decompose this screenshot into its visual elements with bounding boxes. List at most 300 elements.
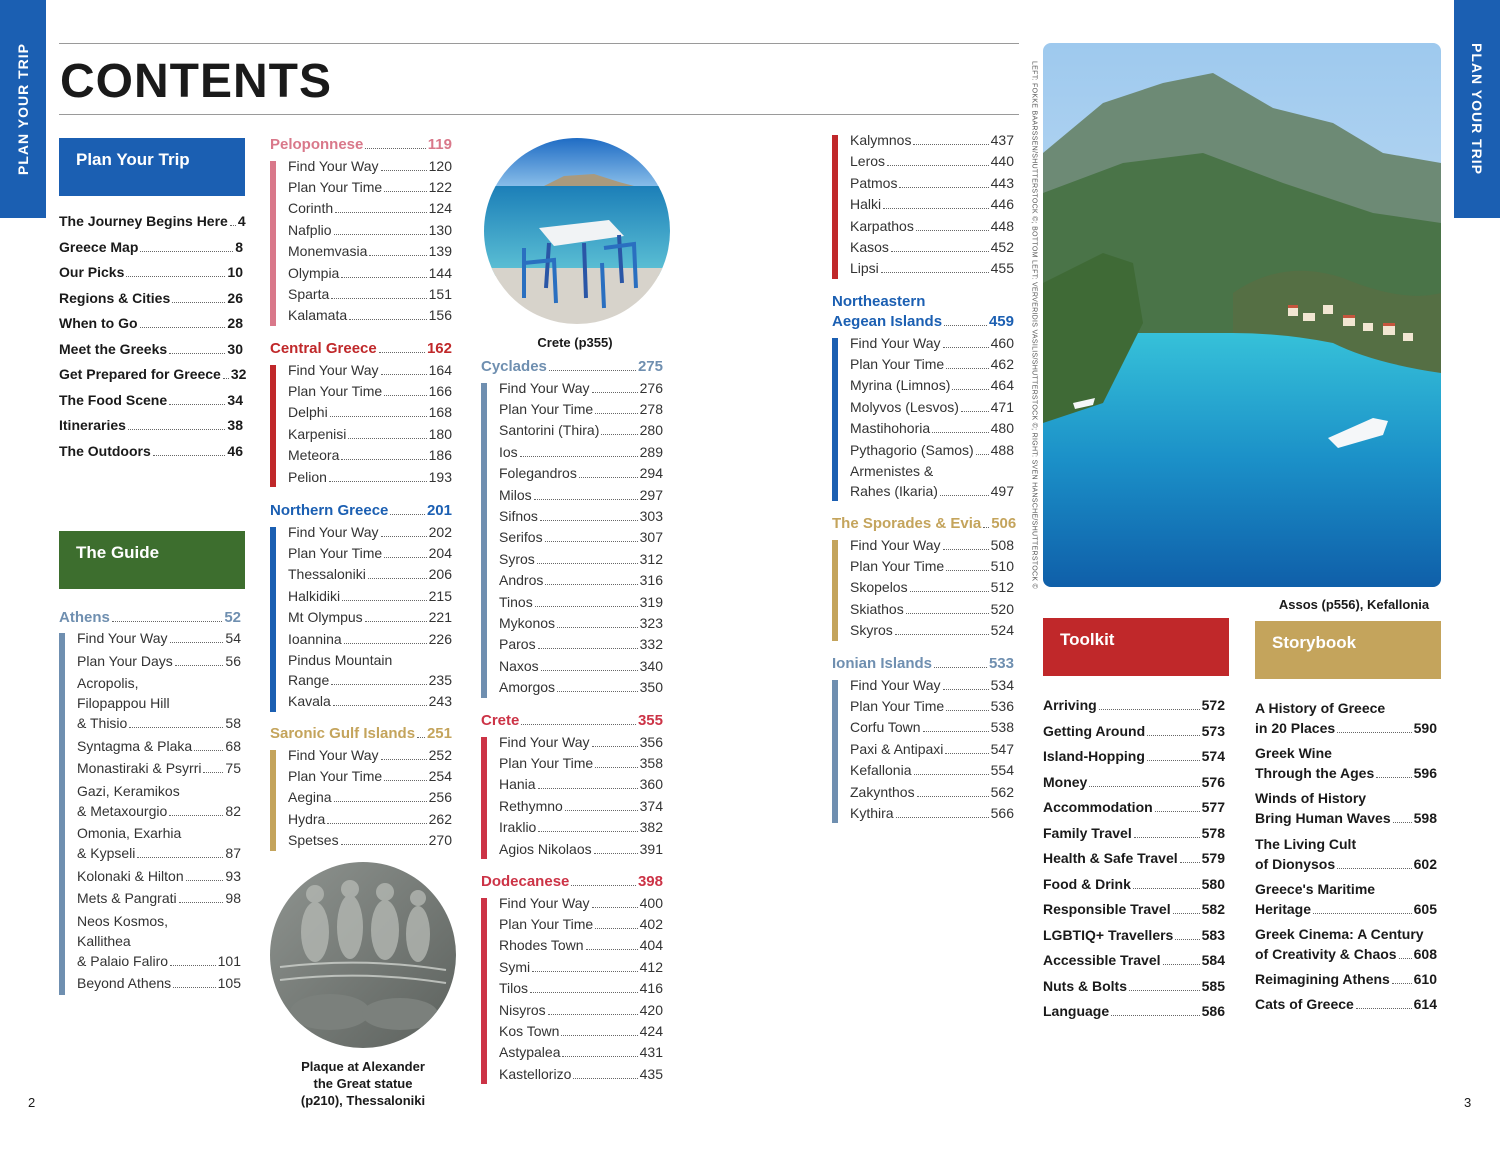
section-entry[interactable] (850, 442, 1014, 462)
toc-entry-label: Plan Your Time (288, 178, 383, 195)
dot-leader (946, 368, 988, 369)
toc-entry-label: Skyros (850, 622, 893, 639)
athens-entry[interactable] (77, 953, 241, 973)
section-entry[interactable] (850, 260, 1014, 280)
toc-entry-label: Beyond Athens (77, 975, 172, 991)
toc-entry-page: 566 (990, 804, 1014, 821)
section-color-bar (270, 527, 276, 712)
section-entry[interactable] (499, 734, 663, 754)
toc-entry-label: Greece Map (59, 238, 139, 255)
section-entry[interactable] (288, 609, 452, 629)
toc-entry-label: Central Greece (270, 340, 377, 357)
storybook-entry[interactable] (1255, 765, 1437, 785)
dot-leader (946, 710, 988, 711)
toc-entry-label: Food & Drink (1043, 875, 1131, 892)
guide-box-label: The Guide (76, 543, 160, 562)
toc-entry-page: 98 (225, 890, 241, 906)
toc-entry-label: Find Your Way (850, 334, 941, 351)
side-tab-label: PLAN YOUR TRIP (15, 43, 31, 175)
athens-entry[interactable] (77, 845, 241, 865)
toc-entry-page: 303 (639, 507, 663, 524)
section-entry[interactable] (499, 636, 663, 656)
dot-leader (381, 536, 427, 537)
toolkit-entry[interactable] (1043, 825, 1225, 845)
section-entry[interactable] (499, 444, 663, 464)
dot-leader (521, 724, 636, 725)
toc-entry-label: Sifnos (499, 507, 538, 524)
toc-entry-label: Aegean Islands (832, 313, 943, 330)
toc-entry-page: 340 (639, 657, 663, 674)
dot-leader (545, 584, 637, 585)
dot-leader (1180, 862, 1200, 863)
dot-leader (1393, 822, 1412, 823)
toc-entry-label: Saronic Gulf Islands (270, 725, 416, 742)
dot-leader (1089, 786, 1199, 787)
storybook-entry[interactable] (1255, 810, 1437, 830)
section-entry[interactable] (288, 265, 452, 285)
storybook-entry[interactable] (1255, 971, 1437, 991)
section-entry[interactable] (288, 631, 452, 651)
section-entry[interactable] (850, 218, 1014, 238)
toc-entry-label: Nuts & Bolts (1043, 977, 1127, 994)
section-entry[interactable] (499, 401, 663, 421)
toc-entry-page: 576 (1201, 773, 1225, 790)
toc-entry-label: Kalamata (288, 307, 348, 324)
toc-entry-label: Folegandros (499, 465, 577, 482)
toolkit-entry[interactable] (1043, 927, 1225, 947)
toc-entry-page: 119 (427, 136, 452, 153)
toc-entry-label: & Kypseli (77, 845, 136, 861)
dot-leader (534, 499, 638, 500)
toc-entry-label: Plan Your Time (288, 544, 383, 561)
section-title[interactable] (481, 873, 663, 893)
section-entry[interactable] (288, 362, 452, 382)
section-entry[interactable] (850, 420, 1014, 440)
toc-entry-label: Bring Human Waves (1255, 810, 1391, 827)
section-entry[interactable] (499, 658, 663, 678)
section-entry[interactable] (499, 916, 663, 936)
toc-entry-page: 307 (639, 529, 663, 546)
section-entry[interactable] (850, 579, 1014, 599)
section-title[interactable] (270, 340, 452, 360)
toc-entry-label: Omonia, Exarhia (77, 825, 182, 841)
toc-entry-label: Skopelos (850, 579, 908, 596)
section-entry[interactable] (850, 483, 1014, 503)
athens-entry[interactable] (77, 803, 241, 823)
section-title[interactable] (270, 136, 452, 156)
section-entry[interactable] (499, 937, 663, 957)
section-entry[interactable] (850, 377, 1014, 397)
toc-entry-page: 460 (990, 334, 1014, 351)
section-entry[interactable] (499, 841, 663, 861)
toolkit-box[interactable] (1043, 618, 1229, 676)
section-entry[interactable] (499, 487, 663, 507)
section-entry[interactable] (288, 672, 452, 692)
section-entry[interactable] (499, 1002, 663, 1022)
athens-entry[interactable] (77, 890, 241, 910)
toc-entry-label: Kallithea (77, 932, 131, 949)
photo-plaque-relief (270, 862, 456, 1048)
plan-entry[interactable] (59, 366, 247, 386)
toc-entry-page: 536 (990, 697, 1014, 714)
section-entry[interactable] (499, 551, 663, 571)
section-entry[interactable] (499, 615, 663, 635)
dot-leader (331, 298, 426, 299)
section-athens[interactable] (59, 609, 241, 629)
toc-entry-page: 243 (428, 693, 452, 710)
section-color-bar (832, 680, 838, 824)
toc-entry-page: 582 (1201, 901, 1225, 917)
toc-entry-label: Greek Cinema: A Century (1255, 926, 1424, 942)
dot-leader (917, 796, 989, 797)
section-entry[interactable] (288, 545, 452, 565)
toc-entry-page: 488 (990, 441, 1014, 458)
section-entry[interactable] (499, 594, 663, 614)
toc-entry-page: 32 (230, 366, 247, 382)
section-entry[interactable] (850, 537, 1014, 557)
section-entry[interactable] (850, 356, 1014, 376)
toolkit-box-label: Toolkit (1060, 630, 1115, 649)
toc-entry-page: 319 (639, 593, 663, 610)
dot-leader (331, 684, 426, 685)
dot-leader (952, 389, 988, 390)
dot-leader (579, 477, 638, 478)
section-entry[interactable] (850, 698, 1014, 718)
toolkit-entry[interactable] (1043, 901, 1225, 921)
section-entry[interactable] (288, 179, 452, 199)
dot-leader (1376, 777, 1411, 778)
toolkit-entry[interactable] (1043, 774, 1225, 794)
section-entry[interactable] (288, 158, 452, 178)
plan-entry[interactable] (59, 290, 243, 310)
toc-entry-label: Plan Your Time (288, 382, 383, 399)
section-entry[interactable] (499, 380, 663, 400)
athens-entry[interactable] (77, 630, 241, 650)
section-entry[interactable] (499, 465, 663, 485)
section-title[interactable] (832, 655, 1014, 675)
plan-entry[interactable] (59, 417, 243, 437)
section-entry[interactable] (499, 572, 663, 592)
athens-entry[interactable] (77, 975, 241, 995)
section-entry[interactable] (288, 768, 452, 788)
toc-entry-page: 82 (225, 802, 241, 819)
toc-entry-page: 424 (639, 1022, 663, 1039)
dot-leader (548, 1014, 638, 1015)
dot-leader (334, 234, 427, 235)
toc-entry-page: 512 (990, 579, 1014, 596)
section-entry[interactable] (288, 307, 452, 327)
toc-entry-page: 201 (426, 502, 452, 519)
toc-entry-label: Nafplio (288, 221, 332, 238)
toc-entry-label: Agios Nikolaos (499, 840, 592, 857)
section-entry[interactable] (499, 422, 663, 442)
toolkit-entry[interactable] (1043, 723, 1225, 743)
dot-leader (545, 541, 638, 542)
section-entry[interactable] (499, 1044, 663, 1064)
section-entry[interactable] (850, 601, 1014, 621)
toc-entry-page: 180 (428, 425, 452, 442)
section-title[interactable] (832, 313, 1014, 333)
toc-entry-label: Kefallonia (850, 762, 912, 779)
section-entry[interactable] (499, 1066, 663, 1086)
dot-leader (595, 767, 637, 768)
plan-entry[interactable] (59, 315, 243, 335)
section-color-bar (270, 365, 276, 487)
toc-entry-page: 262 (428, 810, 452, 827)
toc-entry-page: 446 (990, 196, 1014, 213)
section-entry[interactable] (850, 762, 1014, 782)
toc-entry-label: Sparta (288, 285, 330, 302)
plan-entry[interactable] (59, 264, 243, 284)
toolkit-entry[interactable] (1043, 850, 1225, 870)
page-number-right: 3 (1464, 1095, 1472, 1110)
toc-entry-label: Paxi & Antipaxi (850, 740, 944, 757)
section-entry[interactable] (499, 529, 663, 549)
dot-leader (128, 429, 225, 430)
toc-entry-label: Rethymno (499, 797, 563, 814)
section-title[interactable] (832, 515, 1017, 535)
toolkit-entry[interactable] (1043, 799, 1225, 819)
dot-leader (943, 347, 989, 348)
toc-entry-page: 120 (428, 157, 452, 174)
section-entry[interactable] (288, 426, 452, 446)
dot-leader (1392, 983, 1412, 984)
dot-leader (129, 727, 223, 728)
toc-entry-label: Rhodes Town (499, 937, 584, 954)
top-rule (59, 43, 1019, 44)
section-entry[interactable] (499, 819, 663, 839)
dot-leader (1356, 1008, 1412, 1009)
storybook-entry[interactable] (1255, 856, 1437, 876)
toc-entry-page: 166 (428, 382, 452, 399)
toc-entry-label: Filopappou Hill (77, 695, 170, 711)
plan-your-trip-box[interactable] (59, 138, 245, 196)
dot-leader (341, 459, 426, 460)
toc-entry-label: Lipsi (850, 260, 879, 277)
section-entry[interactable] (288, 811, 452, 831)
toc-entry-page: 572 (1201, 697, 1225, 713)
toc-entry-page: 608 (1413, 946, 1437, 962)
section-entry[interactable] (850, 153, 1014, 173)
toc-entry-label: Money (1043, 773, 1088, 790)
toc-entry-page: 54 (225, 630, 241, 646)
storybook-entry[interactable] (1255, 901, 1437, 921)
section-entry[interactable] (499, 980, 663, 1000)
dot-leader (946, 570, 988, 571)
toc-entry-label: Halki (850, 196, 882, 213)
section-title[interactable] (270, 502, 452, 522)
toolkit-entry[interactable] (1043, 876, 1225, 896)
toolkit-entry[interactable] (1043, 1003, 1225, 1023)
athens-entry[interactable] (77, 868, 241, 888)
athens-entry[interactable] (77, 738, 241, 758)
toc-entry-label: Acropolis, (77, 675, 139, 691)
section-title[interactable] (481, 712, 663, 732)
toc-entry-page: 506 (991, 515, 1017, 532)
toc-entry-page: 26 (227, 289, 243, 306)
the-guide-box[interactable] (59, 531, 245, 589)
dot-leader (592, 746, 638, 747)
toc-entry-page: 294 (639, 465, 663, 482)
dot-leader (169, 815, 223, 816)
section-entry[interactable] (850, 719, 1014, 739)
section-entry[interactable] (288, 524, 452, 544)
section-entry[interactable] (850, 677, 1014, 697)
toc-entry-label: Getting Around (1043, 722, 1146, 739)
dot-leader (379, 352, 425, 353)
plan-entry[interactable] (59, 239, 243, 259)
toc-entry-page: 524 (990, 622, 1014, 639)
toc-entry-label: Kos Town (499, 1022, 560, 1039)
dot-leader (1175, 939, 1199, 940)
plan-entry[interactable] (59, 341, 243, 361)
toc-entry-page: 400 (639, 894, 663, 911)
athens-entry[interactable] (77, 760, 241, 780)
toc-entry-label: Meteora (288, 447, 340, 464)
section-color-bar (481, 898, 487, 1085)
athens-entry[interactable] (77, 653, 241, 673)
toc-entry-label: Pindus Mountain (288, 651, 393, 668)
dot-leader (140, 327, 226, 328)
toc-entry-label: Family Travel (1043, 824, 1132, 841)
toc-entry-label: Plan Your Days (77, 652, 173, 669)
dot-leader (384, 191, 426, 192)
toc-entry-label: Rahes (Ikaria) (850, 482, 938, 499)
toc-entry-page: 235 (428, 671, 452, 688)
section-entry[interactable] (499, 895, 663, 915)
toc-entry-page: 297 (639, 486, 663, 503)
section-entry[interactable] (288, 588, 452, 608)
dot-leader (348, 438, 426, 439)
section-entry[interactable] (499, 798, 663, 818)
toc-entry-label: Kasos (850, 239, 889, 255)
section-entry[interactable] (850, 741, 1014, 761)
dot-leader (172, 302, 225, 303)
plan-entry[interactable] (59, 443, 243, 463)
section-entry[interactable] (288, 404, 452, 424)
section-title[interactable] (481, 358, 663, 378)
section-entry[interactable] (850, 132, 1014, 152)
toc-entry-label: Our Picks (59, 264, 125, 280)
dot-leader (153, 455, 226, 456)
toolkit-entry[interactable] (1043, 952, 1225, 972)
toc-entry-page: 412 (639, 958, 663, 975)
section-entry[interactable] (850, 399, 1014, 419)
toc-entry-label: Myrina (Limnos) (850, 377, 951, 394)
section-entry[interactable] (850, 239, 1014, 259)
section-entry[interactable] (288, 447, 452, 467)
section-entry[interactable] (850, 175, 1014, 195)
dot-leader (541, 670, 638, 671)
storybook-entry[interactable] (1255, 720, 1437, 740)
dot-leader (369, 255, 426, 256)
section-entry[interactable] (499, 959, 663, 979)
toc-entry-page: 156 (428, 307, 452, 324)
section-entry[interactable] (288, 383, 452, 403)
section-entry[interactable] (499, 1023, 663, 1043)
title-rule (59, 114, 1019, 115)
section-entry[interactable] (288, 243, 452, 263)
section-entry[interactable] (288, 747, 452, 767)
section-entry[interactable] (850, 335, 1014, 355)
dot-leader (384, 557, 426, 558)
section-entry[interactable] (288, 286, 452, 306)
toc-entry-page: 280 (639, 422, 663, 439)
section-entry[interactable] (288, 222, 452, 242)
section-entry[interactable] (288, 832, 452, 852)
toc-entry-label: Syntagma & Plaka (77, 737, 193, 754)
toc-entry-label: The Food Scene (59, 391, 168, 408)
dot-leader (327, 823, 426, 824)
section-entry[interactable] (499, 679, 663, 699)
storybook-entry[interactable] (1255, 996, 1437, 1016)
section-entry[interactable] (499, 755, 663, 775)
toc-entry-label: Pythagorio (Samos) (850, 441, 974, 458)
section-color-bar (832, 135, 838, 279)
section-entry[interactable] (850, 558, 1014, 578)
section-entry[interactable] (499, 776, 663, 796)
toc-entry-label: & Palaio Faliro (77, 952, 169, 969)
toolkit-entry[interactable] (1043, 978, 1225, 998)
section-entry[interactable] (850, 196, 1014, 216)
toc-entry-label: Corfu Town (850, 719, 921, 736)
section-entry[interactable] (499, 508, 663, 528)
storybook-entry[interactable] (1255, 946, 1437, 966)
section-color-bar (481, 383, 487, 698)
section-entry[interactable] (288, 789, 452, 809)
toc-entry-label: Crete (481, 712, 520, 729)
dot-leader (342, 600, 427, 601)
section-entry[interactable] (850, 784, 1014, 804)
dot-leader (538, 788, 638, 789)
dot-leader (1337, 868, 1412, 869)
dot-leader (126, 276, 225, 277)
dot-leader (194, 750, 223, 751)
storybook-box[interactable] (1255, 621, 1441, 679)
toolkit-entry[interactable] (1043, 748, 1225, 768)
section-title[interactable] (270, 725, 452, 745)
athens-entry[interactable] (77, 715, 241, 735)
toc-entry-label: Serifos (499, 529, 543, 546)
dot-leader (562, 1056, 637, 1057)
section-entry[interactable] (288, 693, 452, 713)
dot-leader (1399, 958, 1412, 959)
section-entry[interactable] (850, 805, 1014, 825)
toc-entry-label: Karpenisi (288, 425, 347, 442)
toc-entry-page: 34 (227, 391, 243, 408)
dot-leader (895, 634, 989, 635)
toc-entry-label: Iraklio (499, 819, 537, 836)
plan-entry[interactable] (59, 392, 243, 412)
section-color-bar (59, 633, 65, 995)
plan-entry[interactable] (59, 213, 246, 233)
dot-leader (565, 810, 638, 811)
toc-entry-page: 93 (225, 867, 241, 884)
dot-leader (899, 187, 988, 188)
toolkit-entry[interactable] (1043, 697, 1225, 717)
section-entry[interactable] (288, 566, 452, 586)
section-entry[interactable] (850, 622, 1014, 642)
toc-entry-page: 562 (990, 783, 1014, 800)
dot-leader (943, 689, 989, 690)
toc-entry-page: 440 (990, 153, 1014, 170)
section-entry[interactable] (288, 469, 452, 489)
caption-assos: Assos (p556), Kefallonia (1278, 597, 1430, 612)
section-entry[interactable] (288, 200, 452, 220)
toc-entry-page: 58 (225, 715, 241, 731)
dot-leader (335, 212, 427, 213)
toc-entry-label: Ioannina (288, 630, 342, 647)
